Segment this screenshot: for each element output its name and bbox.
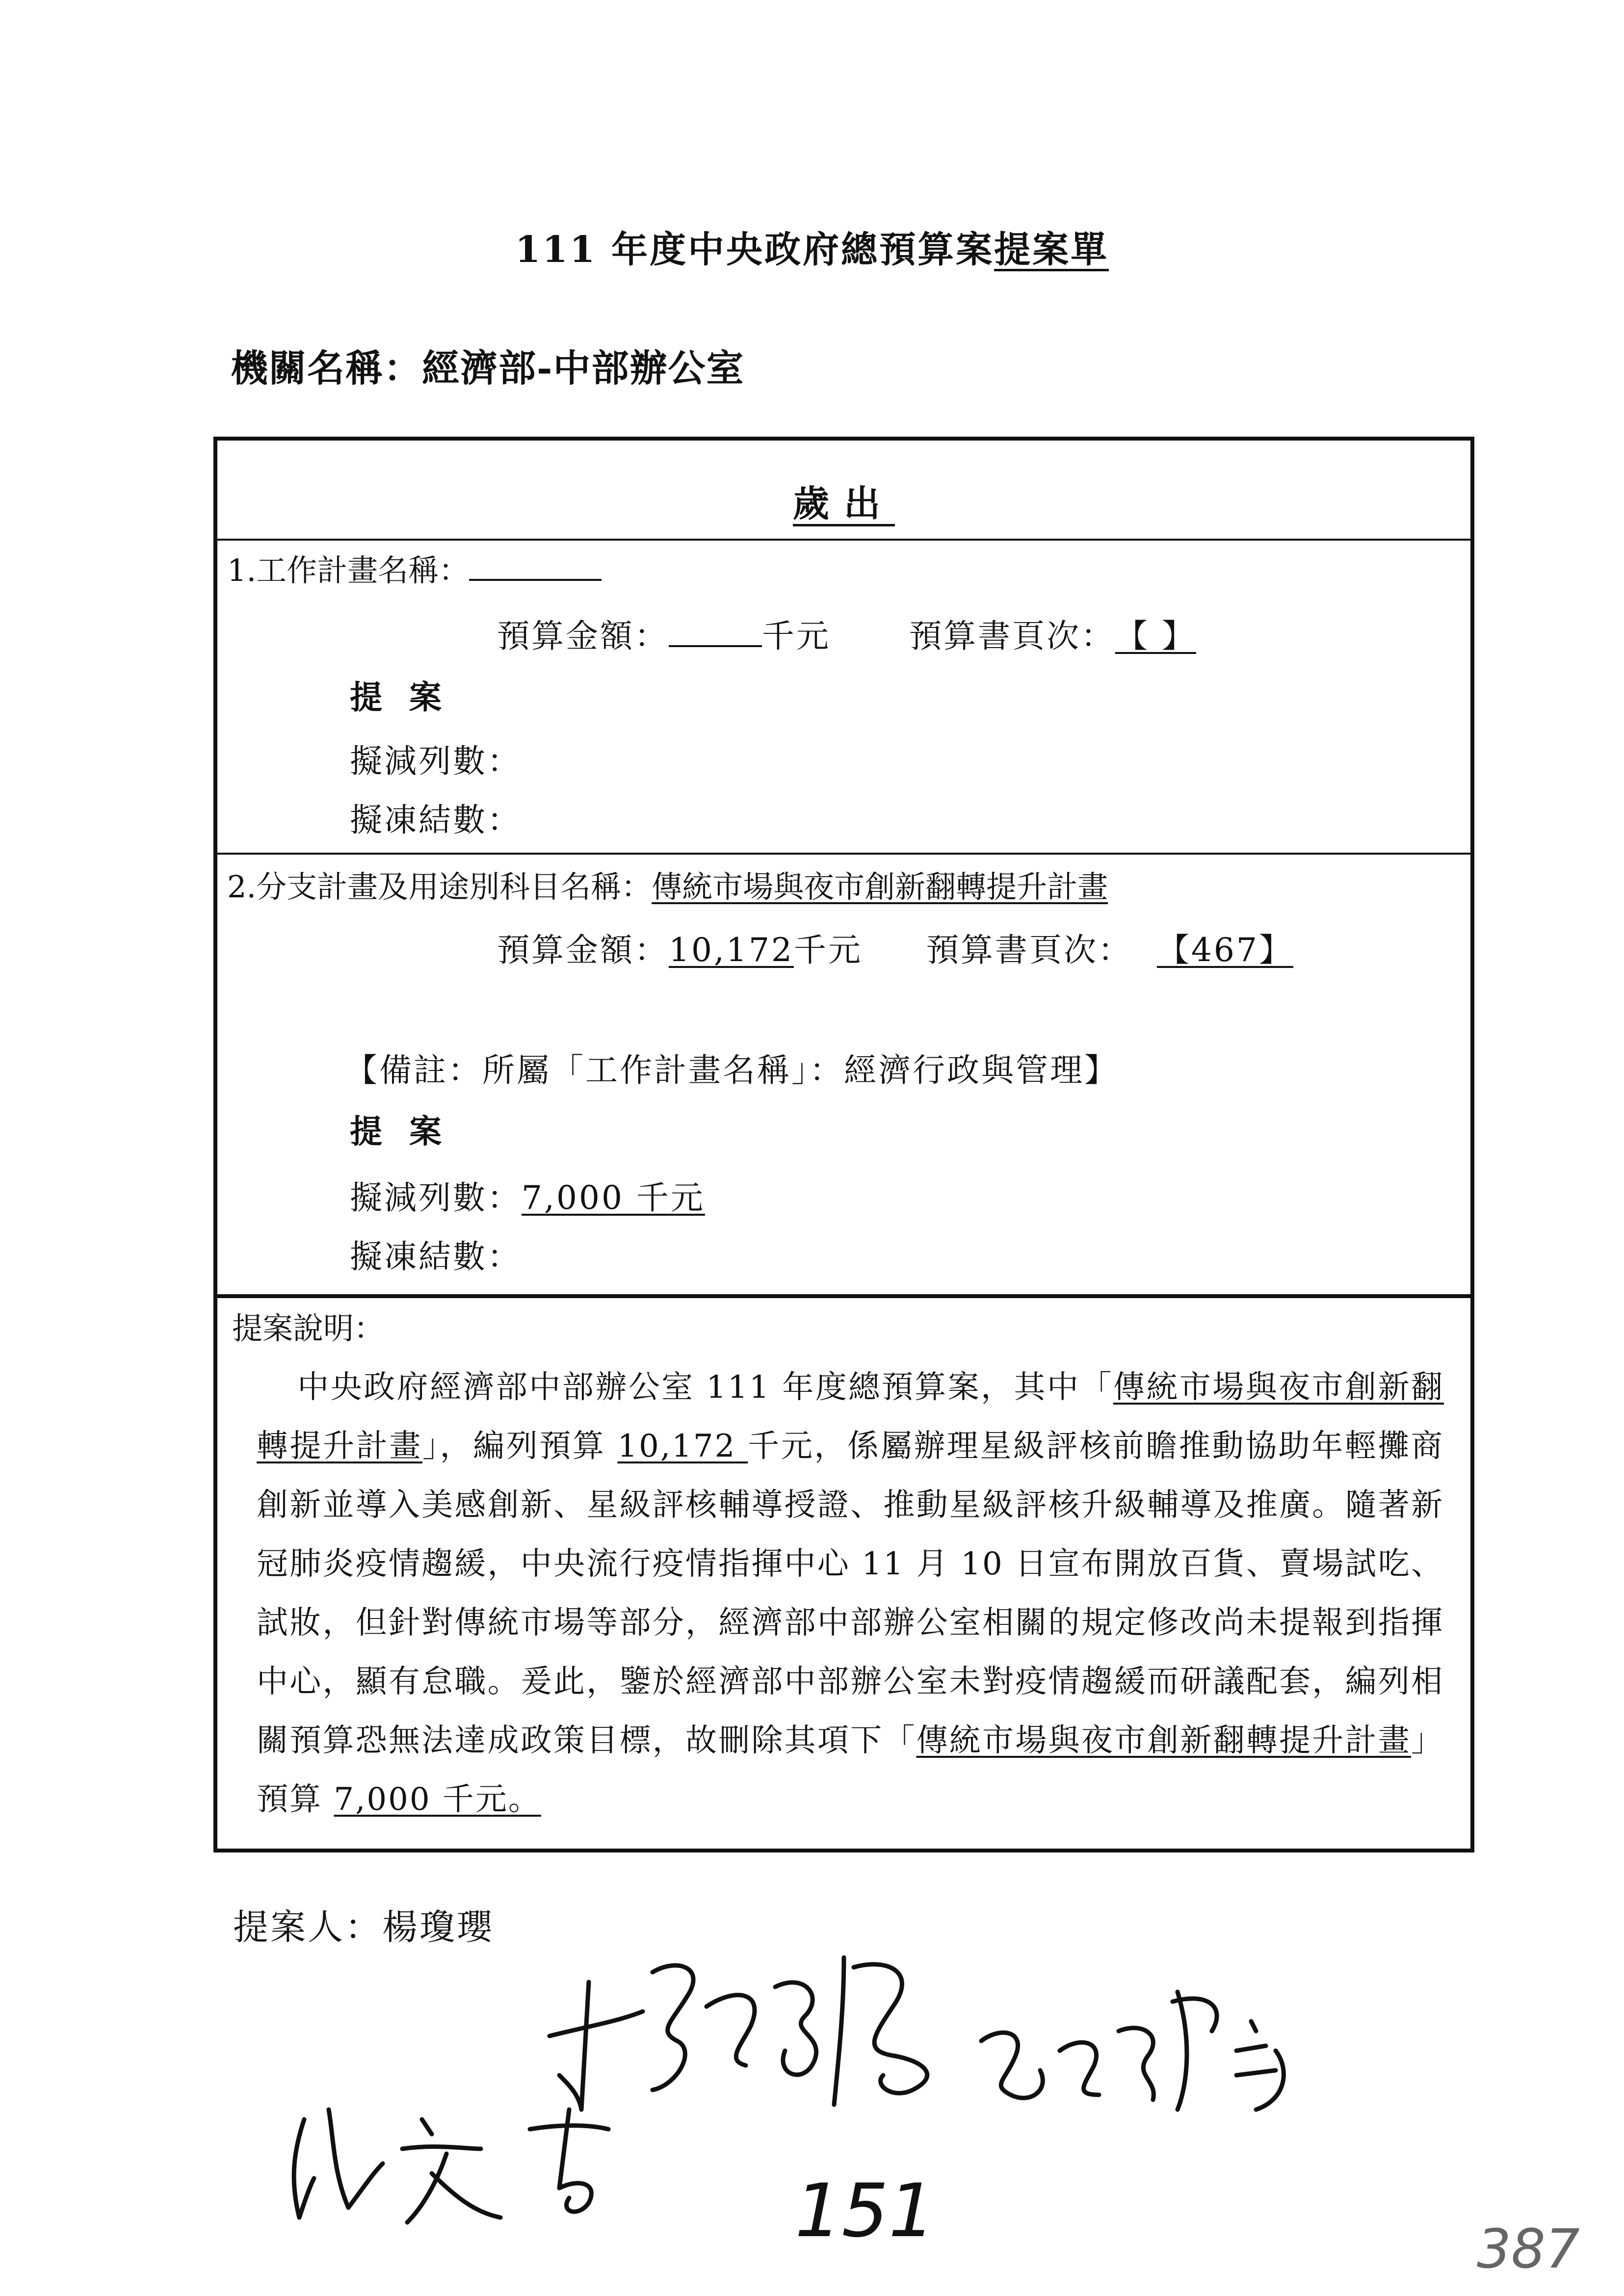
agency-name: 機關名稱：經濟部-中部辦公室 bbox=[231, 346, 745, 390]
remark-note: 【備註：所屬「工作計畫名稱」：經濟行政與管理】 bbox=[345, 1051, 1119, 1089]
proposal-table bbox=[213, 437, 1474, 1852]
reduce-row-1: 擬減列數： bbox=[350, 742, 522, 780]
explanation-text: 中央政府經濟部中部辦公室 111 年度總預算案，其中「傳統市場與夜市創新翻轉提升計畫」，編列預算 10,172 千元，係屬辦理星級評核前瞻推動協助年輕攤商創新並導入美感創新、星級評核輔導授證、推動星級評核升級輔導及推廣。隨著新冠肺炎疫情趨緩，中央流行疫情指揮中心 11 月 10 日宣布開放百貨、賣場試吃、試妝，但針對傳統市場等部分，經濟部中部辦公室相關的規定修改尚未提報到指揮中心，顯有怠職。爰此，鑒於經濟部中部辦公室未對疫情趨緩而研議配套，編列相關預算恐無法達成政策目標，故刪除其項下「傳統市場與夜市創新翻轉提升計畫」預算 7,000 千元。 bbox=[257, 1369, 1444, 1818]
page-number: 387 bbox=[1477, 2218, 1580, 2280]
freeze-row-1: 擬凍結數： bbox=[350, 801, 522, 839]
freeze-row-2: 擬凍結數： bbox=[350, 1238, 522, 1276]
divider bbox=[217, 1294, 1470, 1298]
item-name-row: 2.分支計畫及用途別科目名稱：傳統市場與夜市創新翻轉提升計畫 bbox=[227, 869, 1108, 905]
budget-row-2: 預算金額：10,172千元 預算書頁次： 【467】 bbox=[497, 931, 1293, 969]
budget-row-1: 預算金額： 千元 預算書頁次：【 】 bbox=[497, 610, 1243, 656]
signature-2 bbox=[275, 2090, 628, 2237]
proposer-line: 提案人：楊瓊瓔 bbox=[233, 1906, 495, 1948]
work-plan-row: 1.工作計畫名稱： bbox=[227, 546, 602, 590]
explanation-label: 提案說明： bbox=[232, 1310, 385, 1346]
divider bbox=[217, 539, 1470, 541]
section-header: 歲出 bbox=[793, 483, 895, 525]
proposal-heading-1: 提 案 bbox=[350, 678, 449, 716]
signature-3 bbox=[962, 1972, 1305, 2119]
proposal-heading-2: 提 案 bbox=[350, 1112, 449, 1150]
handwritten-number: 151 bbox=[795, 2168, 936, 2254]
reduce-row-2: 擬減列數：7,000 千元 bbox=[350, 1179, 705, 1217]
document-title: 111 年度中央政府總預算案提案單 bbox=[515, 229, 1109, 271]
divider bbox=[217, 853, 1470, 855]
